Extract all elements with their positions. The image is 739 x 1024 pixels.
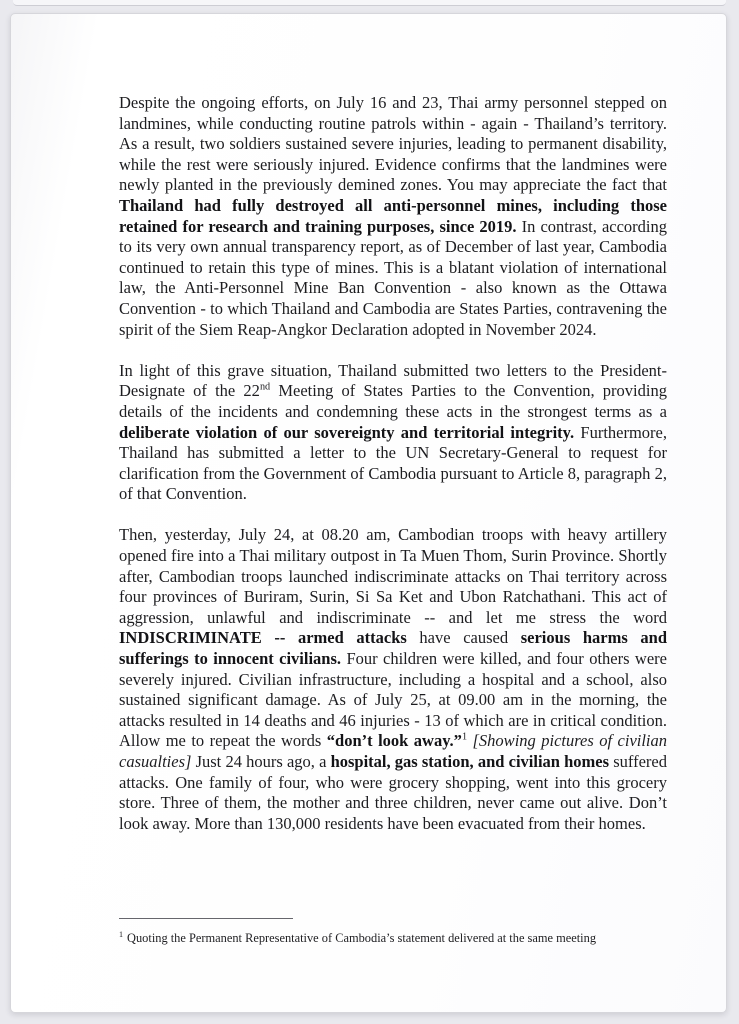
text-run: suffered attacks. One family of four, who were grocery shopping, went into this grocery store. Three of them, the mother and three children, never came out alive. Don’t look away. More than 130,000 residents have been evacuated from their homes. — [119, 752, 667, 833]
footnote-area — [119, 918, 667, 947]
bold-text: deliberate violation of our sovereignty and territorial integrity. — [119, 422, 575, 442]
text-run: In contrast, according to its very own annual transparency report, as of December of last year, Cambodia continued to retain this type of mines. This is a blatant violation of international law, the Anti-Personnel Mine Ban Convention - also known as the Ottawa Convention - to which Thailand and Cambodia are States Parties, contravening the spirit of the Siem Reap-Angkor Declaration adopted in November 2024. — [119, 216, 667, 339]
text-run: Despite the ongoing efforts, on July 16 and 23, Thai army personnel stepped on landmines, while conducting routine patrols within - again - Thailand’s territory. As a result, two soldiers sustained severe injuries, leading to permanent disability, while the rest were seriously injured. Evidence confirms that the landmines were newly planted in the previously demined zones. You may appreciate the fact that — [119, 93, 667, 195]
paragraph-1 — [119, 93, 667, 340]
superscript: nd — [259, 381, 271, 393]
paragraph-2 — [119, 361, 667, 505]
text-run: have caused — [406, 628, 521, 648]
bold-text: hospital, gas station, and civilian homes — [330, 752, 610, 771]
text-run: Four children were killed, and four others were severely injured. Civilian infrastructure, including a hospital and a school, also sustained significant damage. As of July 25, at 09.00 am in the morning, the attacks resulted in 14 deaths and 46 injuries - 13 of which are in critical condition. Allow me to repeat the words — [119, 649, 667, 751]
previous-page-edge — [13, 0, 726, 6]
document-text — [119, 93, 667, 855]
footnote-marker: 1 — [119, 929, 124, 939]
bold-text: Thailand had fully destroyed all anti-personnel mines, including those retained for research and training purposes, since 2019. — [119, 195, 667, 236]
paragraph-3 — [119, 525, 667, 834]
bold-text: “don’t look away.” — [326, 731, 462, 751]
footnote-text: Quoting the Permanent Representative of Cambodia’s statement delivered at the same meeting — [127, 931, 597, 945]
superscript: 1 — [461, 731, 468, 743]
text-run: Just 24 hours ago, a — [191, 752, 331, 771]
bold-text: serious harms and sufferings to innocent civilians. — [119, 628, 667, 669]
text-run: Meeting of States Parties to the Convention, providing details of the incidents and condemning these acts in the strongest terms as a — [119, 381, 667, 421]
text-run: Furthermore, Thailand has submitted a letter to the UN Secretary-General to request for clarification from the Government of Cambodia pursuant to Article 8, paragraph 2, of that Convention. — [119, 422, 667, 504]
footnote-rule — [119, 918, 293, 919]
italic-text: [Showing pictures of civilian casualties] — [119, 731, 668, 771]
footnote — [119, 931, 667, 947]
text-run: Then, yesterday, July 24, at 08.20 am, Cambodian troops with heavy artillery opened fire into a Thai military outpost in Ta Muen Thom, Surin Province. Shortly after, Cambodian troops launched indiscriminate attacks on Thai territory across four provinces of Buriram, Surin, Si Sa Ket and Ubon Ratchathani. This act of aggression, unlawful and indiscriminate -- and let me stress the word — [119, 525, 667, 627]
document-page — [10, 13, 727, 1013]
text-run: In light of this grave situation, Thailand submitted two letters to the President-Designate of the 22 — [119, 360, 667, 401]
bold-text: INDISCRIMINATE -- armed attacks — [119, 628, 407, 648]
